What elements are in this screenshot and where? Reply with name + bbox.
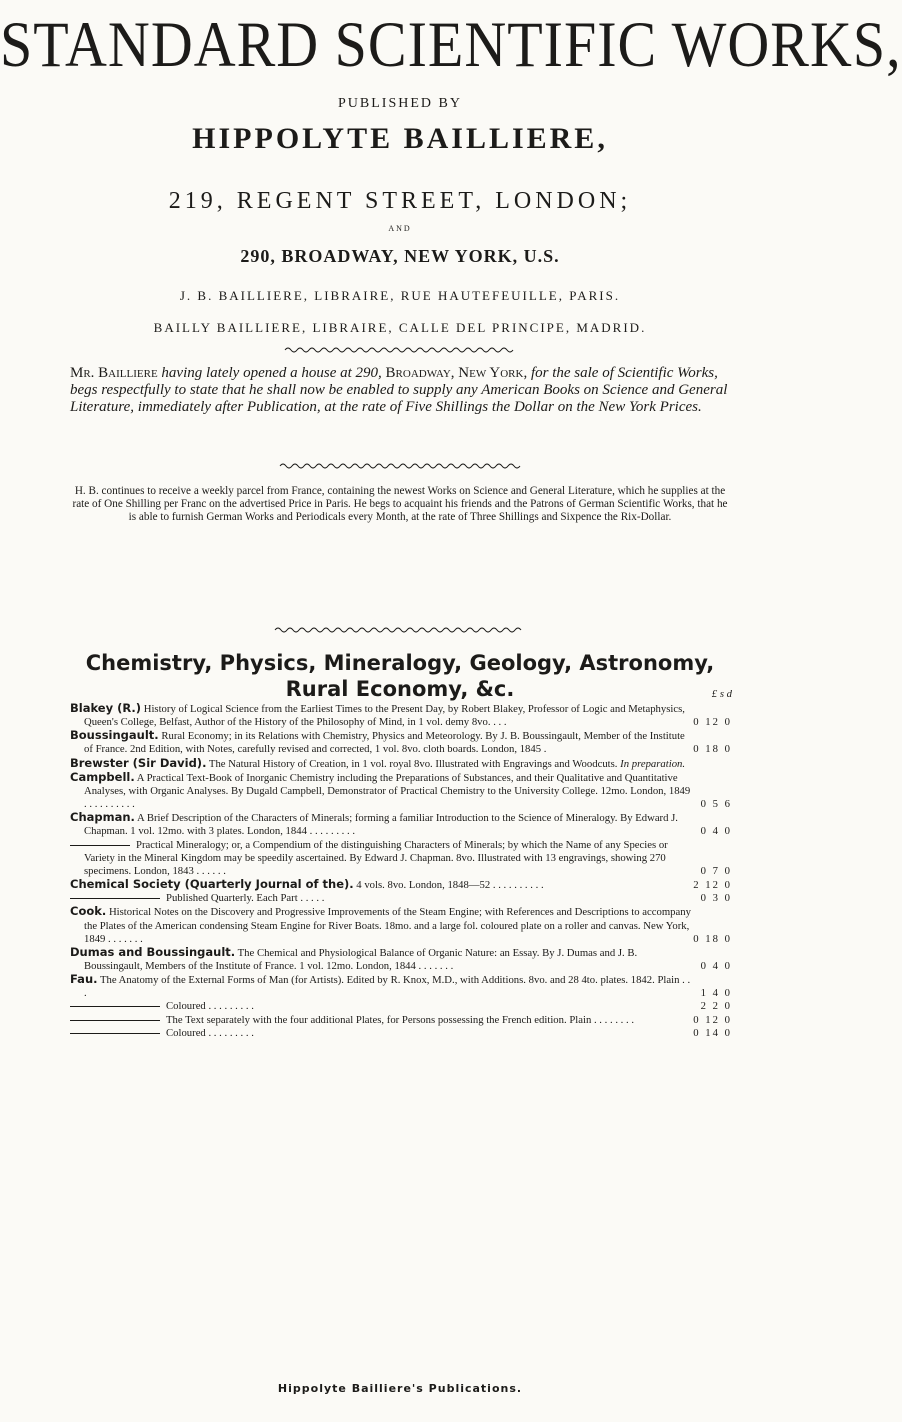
entry-price: 0 7 0 bbox=[700, 864, 732, 877]
entry-description: 4 vols. 8vo. London, 1848—52 . . . . . . . . . . bbox=[356, 879, 544, 892]
catalog-entry bbox=[70, 771, 732, 811]
entry-description: The Natural History of Creation, in 1 vol. royal 8vo. Illustrated with Engravings and Woodcuts. bbox=[208, 757, 618, 770]
entry-description: The Anatomy of the External Forms of Man (for Artists). Edited by R. Knox, M.D., with Additions. 8vo. and 28 4to. plates. 1842. Plain . . . bbox=[84, 974, 691, 1000]
entry-price: 2 12 0 bbox=[693, 879, 732, 892]
announcement bbox=[70, 365, 730, 416]
ditto-dash bbox=[70, 845, 130, 846]
section-title bbox=[30, 650, 770, 702]
notice-paragraph: H. B. continues to receive a weekly parcel from France, containing the newest Works on Science and General Literature, which he supplies at the rate of One Shilling per Franc on the advertised Price in Paris. He begs to acquaint his friends and the Patrons of German Scientific Works, that he is able to furnish German Works and Periodicals every Month, at the rate of Three Shillings and Sixpence the Rix-Dollar. bbox=[72, 485, 728, 523]
entry-description: Coloured . . . . . . . . . bbox=[166, 1026, 254, 1039]
entry-author: Chemical Society (Quarterly Journal of the). bbox=[70, 877, 354, 892]
entry-price: 0 14 0 bbox=[693, 1026, 732, 1039]
catalog-entry bbox=[70, 973, 732, 1000]
ditto-dash bbox=[70, 1006, 160, 1007]
entry-description: Practical Mineralogy; or, a Compendium of the distinguishing Characters of Minerals; by which the Name of any Species or Variety in the Mineral Kingdom may be speedily ascertained. By Edward J. Chapman. 8vo. Illustrated with 13 engravings, showing 270 specimens. London, 1843 . . . . . . bbox=[84, 838, 668, 877]
section-title-line1: Chemistry, Physics, Mineralogy, Geology, Astronomy, bbox=[85, 651, 715, 675]
entry-price: 0 3 0 bbox=[700, 892, 732, 905]
entry-price: 1 4 0 bbox=[700, 987, 732, 1000]
announcement-text-2: for the sale of Scientific Works, begs respectfully to state that he shall now be enabled to supply any American Books on Science and General Literature, immediately after Publication, at the rate of Five Shillings the Dollar on the New York Prices. bbox=[70, 365, 728, 415]
entry-author: Campbell. bbox=[70, 769, 135, 784]
entry-description: Coloured . . . . . . . . . bbox=[166, 1000, 254, 1013]
catalog-entry bbox=[70, 811, 732, 838]
entry-price: 0 5 6 bbox=[700, 798, 732, 811]
wavy-rule bbox=[0, 346, 800, 354]
catalog-entry bbox=[70, 905, 732, 945]
catalog-entry bbox=[70, 702, 732, 729]
new-york-address: 290, BROADWAY, NEW YORK, U.S. bbox=[240, 246, 560, 266]
section-title-line2: Rural Economy, &c. bbox=[285, 677, 515, 701]
catalog-entry bbox=[70, 946, 732, 973]
entry-price: 0 12 0 bbox=[693, 716, 732, 729]
entry-price: 0 18 0 bbox=[693, 932, 732, 945]
main-title: STANDARD SCIENTIFIC WORKS, bbox=[0, 7, 902, 81]
ditto-dash bbox=[70, 1020, 160, 1021]
footer: Hippolyte Bailliere's Publications. bbox=[277, 1382, 523, 1395]
catalog-entry bbox=[70, 839, 732, 878]
entry-description: The Text separately with the four additional Plates, for Persons possessing the French edition. Plain . . . . . . . . bbox=[166, 1013, 635, 1026]
entry-author: Chapman. bbox=[70, 810, 135, 825]
entry-price: 0 4 0 bbox=[700, 959, 732, 972]
entry-price: 0 18 0 bbox=[693, 743, 732, 756]
paris-address: J. B. BAILLIERE, LIBRAIRE, RUE HAUTEFEUILLE, PARIS. bbox=[179, 288, 621, 303]
announcement-name: Mr. Bailliere bbox=[70, 365, 158, 381]
entry-note: In preparation. bbox=[620, 757, 686, 770]
catalog-list bbox=[70, 702, 732, 1040]
catalog-entry bbox=[70, 1027, 732, 1040]
catalog-entry bbox=[70, 757, 732, 771]
catalog-entry bbox=[70, 892, 732, 905]
entry-author: Boussingault. bbox=[70, 728, 159, 743]
currency-header: £ s d bbox=[711, 688, 732, 700]
and-label: AND bbox=[388, 224, 412, 233]
published-by: PUBLISHED BY bbox=[338, 96, 462, 111]
entry-price: 0 12 0 bbox=[693, 1013, 732, 1026]
entry-author: Brewster (Sir David). bbox=[70, 755, 207, 770]
entry-description: A Brief Description of the Characters of Minerals; forming a familiar Introduction to the Science of Mineralogy. By Edward J. Chapman. 1 vol. 12mo. with 3 plates. London, 1844 . . . . . . . . . bbox=[84, 812, 678, 838]
entry-author: Dumas and Boussingault. bbox=[70, 944, 236, 959]
madrid-address: BAILLY BAILLIERE, LIBRAIRE, CALLE DEL PRINCIPE, MADRID. bbox=[153, 320, 647, 335]
entry-author: Blakey (R.) bbox=[70, 701, 142, 715]
announcement-text-1: having lately opened a house at 290, bbox=[157, 365, 386, 381]
entry-description: A Practical Text-Book of Inorganic Chemistry including the Preparations of Substances, and their Qualitative and Quantitative Analyses, with Organic Analyses. By Dugald Campbell, Demonstrator of Practical Chemistry to the University College. 12mo. London, 1849 . . . . . . . . . . bbox=[84, 771, 691, 811]
entry-price: 2 2 0 bbox=[700, 1000, 732, 1013]
london-address: 219, REGENT STREET, LONDON; bbox=[168, 188, 632, 214]
publisher-name: HIPPOLYTE BAILLIERE, bbox=[192, 122, 608, 155]
entry-description: Published Quarterly. Each Part . . . . . bbox=[166, 892, 325, 905]
catalog-entry bbox=[70, 878, 732, 892]
wavy-rule bbox=[0, 626, 800, 634]
wavy-rule bbox=[0, 462, 800, 470]
entry-author: Fau. bbox=[70, 972, 98, 987]
announcement-place: Broadway, New York, bbox=[385, 365, 528, 381]
entry-description: Rural Economy; in its Relations with Chemistry, Physics and Meteorology. By J. B. Boussingault, Member of the Institute of France. 2nd Edition, with Notes, carefully revised and corrected, 1 vol. 8vo. cloth boards. London, 1845 . bbox=[84, 730, 685, 756]
catalog-entry bbox=[70, 1014, 732, 1027]
entry-description: Historical Notes on the Discovery and Progressive Improvements of the Steam Engine; with References and Descriptions to accompany the Plates of the American condensing Steam Engine for River Boats. 18mo. and a large fol. coloured plate on a roller and canvas. New York, 1849 . . . . . . . bbox=[84, 906, 691, 945]
ditto-dash bbox=[70, 1033, 160, 1034]
catalog-entry bbox=[70, 1000, 732, 1013]
entry-author: Cook. bbox=[70, 904, 107, 919]
entry-description: The Chemical and Physiological Balance of Organic Nature: an Essay. By J. Dumas and J. B. Boussingault, Members of the Institute of France. 1 vol. 12mo. London, 1844 . . . . . . . bbox=[84, 946, 638, 972]
entry-description: History of Logical Science from the Earliest Times to the Present Day, by Robert Blakey, Professor of Logic and Metaphysics, Queen's College, Belfast, Author of the History of the Philosophy of Mind, in 1 vol. demy 8vo. . . . bbox=[84, 703, 685, 729]
entry-price: 0 4 0 bbox=[700, 825, 732, 838]
catalog-entry bbox=[70, 729, 732, 756]
ditto-dash bbox=[70, 898, 160, 899]
